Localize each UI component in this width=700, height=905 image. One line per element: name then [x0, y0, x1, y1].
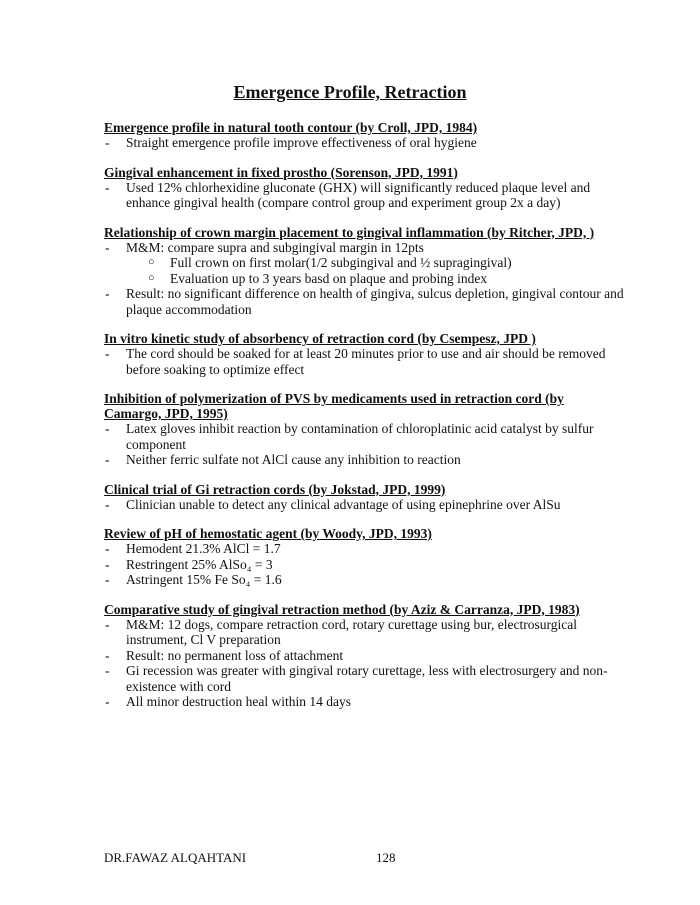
circle-bullet-icon: ○: [148, 256, 155, 268]
circle-bullet-icon: ○: [148, 271, 155, 284]
section: [104, 482, 624, 513]
bullet-text: Hemodent 21.3% AlCl = 1.7: [126, 541, 281, 556]
bullet-item: [104, 541, 624, 557]
dash-bullet-icon: -: [105, 616, 110, 632]
dash-bullet-icon: -: [105, 556, 110, 572]
footer-author: DR.FAWAZ ALQAHTANI: [104, 850, 247, 865]
bullet-item: [104, 421, 624, 452]
bullet-item: [104, 557, 624, 573]
dash-bullet-icon: -: [105, 694, 110, 709]
section: [104, 165, 624, 211]
section: [104, 331, 624, 377]
section-heading: Clinical trial of Gi retraction cords (by Jokstad, JPD, 1999): [104, 481, 446, 497]
bullet-item: [104, 694, 624, 710]
page-number: 128: [376, 850, 396, 865]
dash-bullet-icon: -: [105, 572, 110, 587]
bullet-text: Used 12% chlorhexidine gluconate (GHX) will significantly reduced plaque level and enhance gingival health (compare control group and experiment group 2x a day): [126, 179, 591, 210]
dash-bullet-icon: -: [105, 647, 110, 663]
dash-bullet-icon: -: [105, 239, 110, 255]
dash-bullet-icon: -: [105, 541, 110, 556]
dash-bullet-icon: -: [105, 179, 110, 195]
bullet-item: [104, 180, 624, 211]
bullet-item: [104, 663, 624, 694]
bullet-text: Clinician unable to detect any clinical advantage of using epinephrine over AlSu: [126, 496, 561, 512]
dash-bullet-icon: -: [105, 135, 110, 150]
dash-bullet-icon: -: [105, 421, 110, 436]
sub-bullet-item: [104, 255, 624, 271]
bullet-text: Latex gloves inhibit reaction by contamination of chloroplatinic acid catalyst by sulfur component: [126, 421, 594, 452]
section-heading: Gingival enhancement in fixed prostho (Sorenson, JPD, 1991): [104, 164, 458, 180]
section-heading: Emergence profile in natural tooth contour (by Croll, JPD, 1984): [104, 120, 478, 135]
bullet-item: [104, 572, 624, 588]
bullet-item: [104, 286, 624, 317]
bullet-item: [104, 346, 624, 377]
sub-bullet-item: [104, 271, 624, 287]
bullet-item: [104, 135, 624, 151]
bullet-item: [104, 648, 624, 664]
section-heading: In vitro kinetic study of absorbency of retraction cord (by Csempesz, JPD ): [104, 331, 536, 346]
dash-bullet-icon: -: [105, 346, 110, 361]
bullet-item: [104, 497, 624, 513]
bullet-text: All minor destruction heal within 14 days: [126, 694, 351, 709]
bullet-text: Gi recession was greater with gingival rotary curettage, less with electrosurgery and non-existence with cord: [126, 663, 608, 694]
section-heading: Comparative study of gingival retraction method (by Aziz & Carranza, JPD, 1983): [104, 601, 580, 617]
bullet-text: Evaluation up to 3 years basd on plaque and probing index: [170, 270, 488, 286]
bullet-item: [104, 452, 624, 468]
dash-bullet-icon: -: [105, 496, 110, 512]
bullet-text: Neither ferric sulfate not AlCl cause any inhibition to reaction: [126, 452, 461, 467]
page-title: Emergence Profile, Retraction: [233, 82, 467, 102]
section: [104, 120, 624, 151]
bullet-text: M&M: compare supra and subgingival margin in 12pts: [126, 239, 424, 255]
section: [104, 391, 624, 468]
bullet-item: [104, 617, 624, 648]
bullet-text: M&M: 12 dogs, compare retraction cord, rotary curettage using bur, electrosurgical instrument, Cl V preparation: [126, 616, 577, 647]
document-body: [104, 120, 624, 724]
bullet-text: Result: no permanent loss of attachment: [126, 647, 344, 663]
bullet-item: [104, 240, 624, 256]
dash-bullet-icon: -: [105, 663, 110, 678]
dash-bullet-icon: -: [105, 286, 110, 301]
section: [104, 526, 624, 588]
bullet-text: Straight emergence profile improve effectiveness of oral hygiene: [126, 135, 477, 150]
section-heading: Review of pH of hemostatic agent (by Woody, JPD, 1993): [104, 526, 432, 541]
bullet-text: Astringent 15% Fe So₄ = 1.6: [126, 572, 282, 587]
dash-bullet-icon: -: [105, 452, 110, 467]
bullet-text: Result: no significant difference on health of gingiva, sulcus depletion, gingival contour and plaque accommodation: [126, 286, 624, 317]
bullet-text: Full crown on first molar(1/2 subgingival and ½ supragingival): [170, 255, 512, 270]
section-heading: Relationship of crown margin placement to gingival inflammation (by Ritcher, JPD, ): [104, 224, 595, 240]
section-heading: Inhibition of polymerization of PVS by medicaments used in retraction cord (by Camargo, JPD, 1995): [104, 391, 564, 421]
section: [104, 225, 624, 318]
bullet-text: Restringent 25% AlSo₄ = 3: [126, 556, 273, 572]
section: [104, 602, 624, 710]
bullet-text: The cord should be soaked for at least 20 minutes prior to use and air should be removed before soaking to optimize effect: [126, 346, 606, 377]
